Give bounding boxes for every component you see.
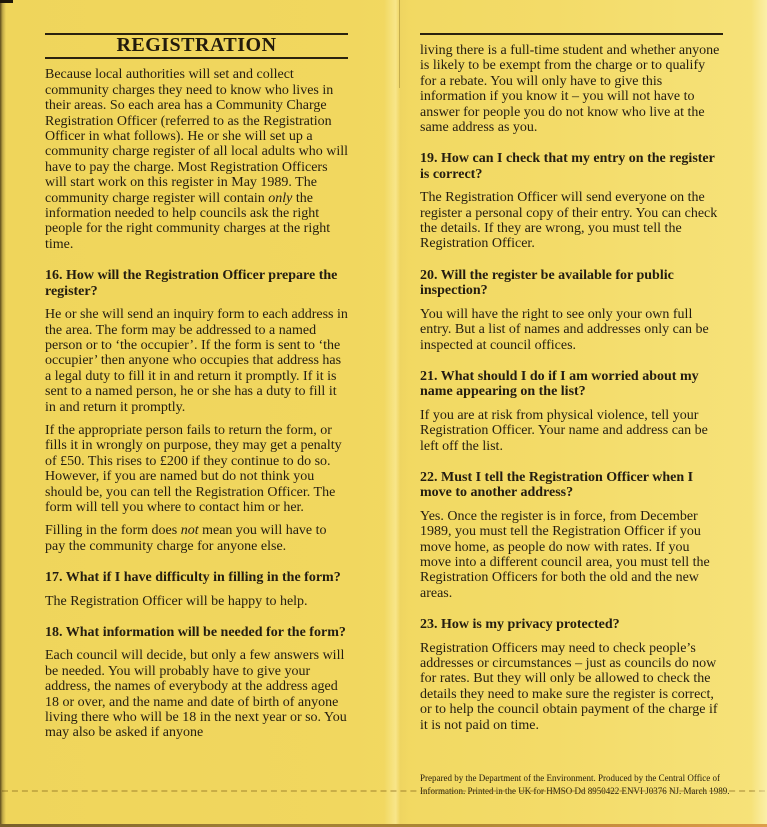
question-21-section	[420, 369, 723, 454]
question-17-section	[45, 570, 348, 609]
imprint-footer: Prepared by the Department of the Environment. Produced by the Central Office of Information. Printed in the UK for HMSO Dd 8950422 ENVI J0376 NJ. March 1989.	[420, 773, 730, 796]
question-16-paragraph-1: He or she will send an inquiry form to each address in the area. The form may be addressed to a named person or to ‘the occupier’. If the form is sent to ‘the occupier’ then anyone who occupies that address has a legal duty to fill it in and return it promptly. If it is sent to a named person, he or she has a duty to fill it in and return it promptly.	[45, 307, 348, 415]
question-22-section	[420, 470, 723, 601]
question-16-heading: 16. How will the Registration Officer prepare the register?	[45, 268, 338, 299]
bottom-crease-line	[2, 790, 765, 792]
title-rules-block	[45, 33, 348, 59]
intro-text-post: the information needed to help councils ask the right people for the right community charges at the right time.	[45, 190, 331, 252]
intro-paragraph	[45, 67, 348, 252]
intro-text-pre: Because local authorities will set and collect community charges they need to know who lives in their areas. So each area has a Community Charge Registration Officer (referred to as the Registration Officer in what follows). He or she will set up a community charge register of all local adults who will have to pay the charge. Most Registration Officers will start work on this register in May 1989. The community charge register will contain	[45, 67, 348, 206]
scan-edge-left	[0, 0, 6, 827]
right-column	[420, 20, 723, 733]
question-18-paragraph-1: Each council will decide, but only a few answers will be needed. You will probably have to give your address, the names of everybody at the address aged 18 or over, and the name and date of birth of anyone living there who will be 18 in the next year or so. You may also be asked if anyone	[45, 648, 347, 741]
scan-corner-mark	[0, 0, 13, 3]
question-20-heading: 20. Will the register be available for public inspection?	[420, 267, 674, 299]
continuation-paragraph: living there is a full-time student and whether anyone is likely to be exempt from the charge or to qualify for a rebate. You will only have to give this information if you know it – you will not have to answer for people you do not know who live at the same address as you.	[420, 43, 720, 136]
question-16-paragraph-2: If the appropriate person fails to return the form, or fills it in wrongly on purpose, they may get a penalty of £50. This rises to £200 if they continue to do so. However, if you are named but do not think you should be, you can tell the Registration Officer. The form will tell you where to contact him or her.	[45, 422, 342, 515]
question-19-paragraph-1: The Registration Officer will send everyone on the register a personal copy of their entry. You can check the details. If they are wrong, you must tell the Registration Officer.	[420, 190, 718, 252]
question-20-paragraph-1: You will have the right to see only your own full entry. But a list of names and addresses only can be inspected at council offices.	[420, 306, 709, 353]
page-title: REGISTRATION	[116, 34, 277, 56]
question-18-heading: 18. What information will be needed for the form?	[45, 625, 346, 640]
question-23-paragraph-1: Registration Officers may need to check people’s addresses or circumstances – just as councils do now for rates. But they will only be allowed to check the details they need to make sure the register is correct, or to help the council obtain payment of the charge if it is not paid on time.	[420, 640, 718, 733]
question-22-heading: 22. Must I tell the Registration Officer when I move to another address?	[420, 469, 694, 501]
fold-highlight	[384, 0, 410, 827]
question-23-section	[420, 617, 723, 733]
question-19-heading: 19. How can I check that my entry on the register is correct?	[420, 151, 715, 182]
scan-edge-right	[751, 0, 767, 827]
question-21-heading: 21. What should I do if I am worried about my name appearing on the list?	[420, 368, 699, 400]
question-16-paragraph-3	[45, 523, 348, 554]
question-17-heading: 17. What if I have difficulty in filling in the form?	[45, 570, 341, 586]
column-top-rule	[420, 33, 723, 35]
fold-crease-line	[399, 0, 400, 88]
question-20-section	[420, 268, 723, 353]
question-17-paragraph-1: The Registration Officer will be happy to help.	[45, 593, 308, 609]
question-22-paragraph-1: Yes. Once the register is in force, from December 1989, you must tell the Registration Officer if you move home, as people do now with rates. If you move into a different council area, you must tell the Registration Officers for both the old and the new areas.	[420, 508, 710, 601]
intro-text-italic: only	[268, 190, 293, 206]
question-21-paragraph-1: If you are at risk from physical violence, tell your Registration Officer. Your name and address can be left off the list.	[420, 407, 708, 454]
question-18-section	[45, 625, 348, 741]
question-23-heading: 23. How is my privacy protected?	[420, 617, 620, 633]
question-16-section	[45, 268, 348, 554]
q16-p3-pre: Filling in the form does	[45, 523, 181, 539]
question-19-section	[420, 151, 723, 251]
q16-p3-italic: not	[180, 523, 199, 539]
left-column	[45, 20, 348, 741]
q16-p3-post: mean you will have to pay the community charge for anyone else.	[45, 523, 327, 554]
